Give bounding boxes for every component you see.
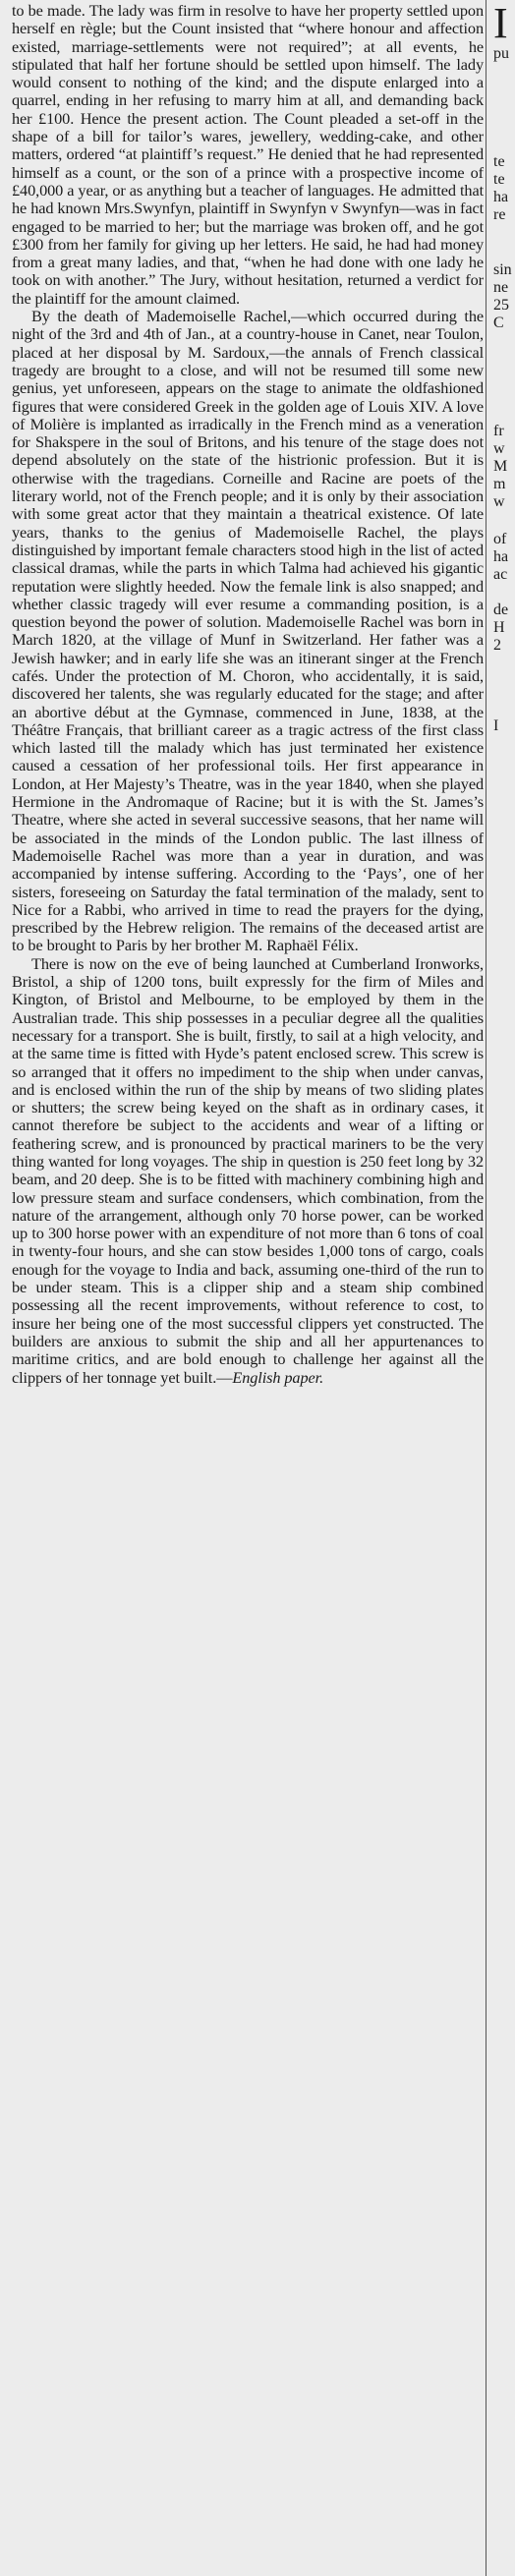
margin-fragment: re bbox=[493, 206, 506, 223]
margin-fragment: pu bbox=[493, 45, 509, 62]
adjacent-column-fragments bbox=[491, 0, 515, 2576]
margin-fragment: te bbox=[493, 171, 505, 188]
margin-fragment: ha bbox=[493, 189, 509, 205]
margin-fragment: w bbox=[493, 440, 505, 457]
margin-fragment: 25 bbox=[493, 297, 509, 314]
margin-fragment: C bbox=[493, 315, 504, 331]
margin-fragment: de bbox=[493, 601, 509, 618]
margin-fragment: ne bbox=[493, 279, 509, 296]
margin-fragment: I bbox=[493, 0, 508, 47]
margin-fragment: M bbox=[493, 458, 508, 475]
margin-fragment: 2 bbox=[493, 637, 501, 654]
margin-fragment: w bbox=[493, 493, 505, 510]
margin-fragment: ac bbox=[493, 566, 508, 583]
paragraph-ship-launch bbox=[12, 955, 484, 1387]
margin-fragment: m bbox=[493, 476, 506, 492]
article-column bbox=[12, 2, 484, 1387]
margin-fragment: H bbox=[493, 619, 505, 636]
paragraph-rachel-obituary: By the death of Mademoiselle Rachel,—which occurred during the night of the 3rd and 4th of Jan., at a country-house in Canet, near Toulon, placed at her disposal by M. Sardoux,—the annals of French classical tragedy are brought to a close, and will not be resumed till some new genius, yet unforeseen, appears on the stage to animate the oldfashioned figures that were considered Greek in the golden age of Louis XIV. A love of Molière is implanted as irradically in the French mind as a veneration for Shakspere in the soul of Britons, and his tenure of the stage does not depend absolutely on the state of the histrionic profession. But it is otherwise with the tragedians. Corneille and Racine are poets of the literary world, not of the French people; and it is only by their association with some great actor that they maintain a theatrical existence. Of late years, thanks to the genius of Mademoiselle Rachel, the plays distinguished by important female characters stood high in the list of acted classical dramas, while the parts in which Talma had achieved his gigantic reputation were slightly heeded. Now the female link is also snapped; and whether classic tragedy will ever resume a commanding position, is a question beyond the power of solution. Mademoiselle Rachel was born in March 1820, at the village of Munf in Switzerland. Her father was a Jewish hawker; and in early life she was an itinerant singer at the French cafés. Under the protection of M. Choron, who accidentally, it is said, discovered her talents, she was regularly educated for the stage; and after an abortive début at the Gymnase, commenced in June, 1838, at the Théâtre Français, that brilliant career as a tragic actress of the first class which lasted till the malady which has just terminated her existence caused a cessation of her professional toils. Her first appearance in London, at Her Majesty’s Theatre, was in the year 1840, when she played Hermione in the Andromaque of Racine; but it is with the St. James’s Theatre, where she acted in several successive seasons, that her name will be associated in the minds of the London public. The last illness of Mademoiselle Rachel was more than a year in duration, and was accompanied by intense suffering. According to the ‘Pays’, one of her sisters, foreseeing on Saturday the fatal termination of the malady, sent to Nice for a Rabbi, who arrived in time to read the prayers for the dying, prescribed by the Hebrew religion. The remains of the deceased artist are to be brought to Paris by her brother M. Raphaël Félix. bbox=[12, 307, 484, 955]
paragraph-breach-of-promise: to be made. The lady was firm in resolve to have her property settled upon herself en règle; but the Count insisted that “where honour and affection existed, marriage-settlements were not required”; at all events, he stipulated that half her fortune should be settled upon himself. The lady would consent to nothing of the kind; and the dispute enlarged into a quarrel, ending in her refusing to marry him at all, and demanding back her £100. Hence the present action. The Count pleaded a set-off in the shape of a bill for tailor’s wares, jewellery, wedding-cake, and other matters, ordered “at plaintiff’s request.” He denied that he had represented himself as a count, or the son of a prince with a prospective income of £40,000 a year, or as anything but a teacher of languages. He admitted that he had known Mrs.Swynfyn, plaintiff in Swynfyn v Swynfyn—was in fact engaged to be married to her; but the marriage was broken off, and he got £300 from her family for giving up her letters. He said, he had had money from a great many ladies, and that, “when he had done with one lady he took on with another.” The Jury, without hesitation, returned a verdict for the plaintiff for the amount claimed. bbox=[12, 1, 484, 308]
margin-fragment: te bbox=[493, 153, 505, 170]
paragraph-ship-launch-text: There is now on the eve of being launched at Cumberland Ironworks, Bristol, a ship of 1200 tons, built expressly for the firm of Miles and Kington, of Bristol and Melbourne, to be employed by them in the Australian trade. This ship possesses in a peculiar degree all the qualities necessary for a transport. She is built, firstly, to sail at a high velocity, and at the same time is fitted with Hyde’s patent enclosed screw. This screw is so arranged that it offers no impediment to the ship when under canvas, and is enclosed within the run of the ship by means of two sliding plates or shutters; the screw being keyed on the shaft as in ordinary cases, it cannot therefore be subject to the accidents and wear of a lifting or feathering screw, and is pronounced by practical mariners to be the very thing wanted for long voyages. The ship in question is 250 feet long by 32 beam, and 20 deep. She is to be fitted with machinery combining high and low pressure steam and surface condensers, which combination, from the nature of the arrangement, although only 70 horse power, can be worked up to 300 horse power with an expenditure of not more than 6 tons of coal in twenty-four hours, and she can stow besides 1,000 tons of cargo, coals enough for the voyage to India and back, assuming one-third of the run to be under steam. This is a clipper ship and a steam ship combined possessing all the recent improvements, without reference to cost, to insure her being one of the most successful clippers yet constructed. The builders are anxious to submit the ship and all her appurtenances to maritime critics, and are bold enough to challenge her against all the clippers of her tonnage yet built.— bbox=[12, 953, 484, 1387]
margin-fragment: ha bbox=[493, 548, 509, 565]
margin-fragment: of bbox=[493, 531, 507, 547]
margin-fragment: sin bbox=[493, 261, 512, 278]
margin-fragment: fr bbox=[493, 423, 504, 439]
source-attribution: English paper. bbox=[232, 1367, 324, 1387]
margin-fragment: I bbox=[493, 717, 499, 734]
